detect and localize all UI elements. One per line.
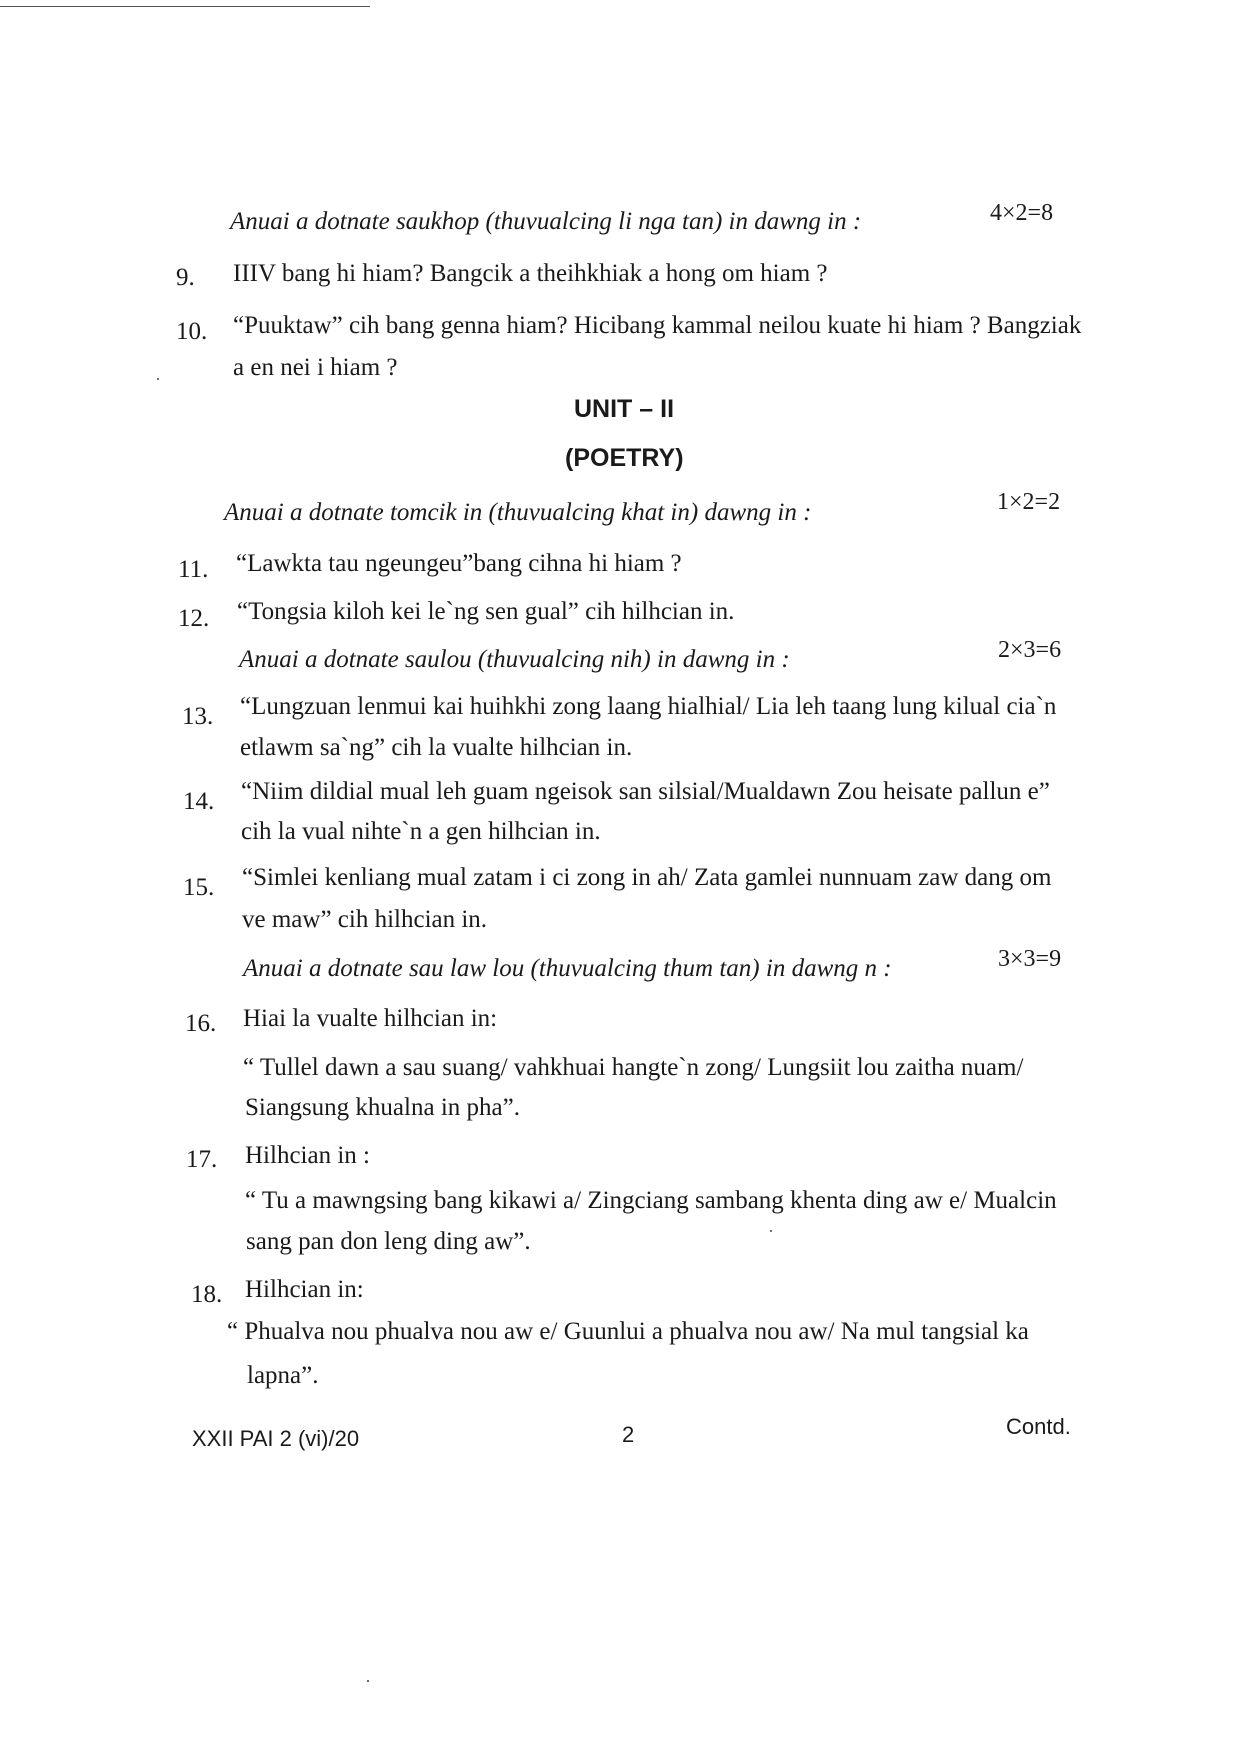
question-10-number: 10. [176, 318, 208, 345]
page-number: 2 [622, 1422, 635, 1447]
question-12-number: 12. [178, 605, 210, 632]
question-11-text: “Lawkta tau ngeungeu”bang cihna hi hiam ? [236, 550, 682, 577]
section1-instruction: Anuai a dotnate saukhop (thuvualcing li nga tan) in dawng in : [230, 208, 862, 235]
question-14-number: 14. [183, 788, 215, 815]
question-15-number: 15. [183, 874, 215, 901]
question-13-text-line1: “Lungzuan lenmui kai huihkhi zong laang hialhial/ Lia leh taang lung kilual cia`n [240, 693, 1057, 720]
question-18-prompt: Hilhcian in: [245, 1276, 364, 1303]
scan-speck [770, 1230, 772, 1232]
question-17-prompt: Hilhcian in : [245, 1142, 370, 1169]
section3-marks: 2×3=6 [998, 637, 1062, 663]
footer-code: XXII PAI 2 (vi)/20 [192, 1426, 360, 1451]
question-9-text: IIIV bang hi hiam? Bangcik a theihkhiak a hong om hiam ? [233, 260, 828, 287]
question-18-quote-line1: “ Phualva nou phualva nou aw e/ Guunlui a phualva nou aw/ Na mul tangsial ka [227, 1318, 1029, 1345]
question-10-text-line1: “Puuktaw” cih bang genna hiam? Hicibang kammal neilou kuate hi hiam ? Bangziak [233, 312, 1082, 339]
section2-instruction: Anuai a dotnate tomcik in (thuvualcing khat in) dawng in : [224, 499, 812, 526]
question-15-text-line1: “Simlei kenliang mual zatam i ci zong in ah/ Zata gamlei nunnuam zaw dang om [242, 864, 1052, 891]
question-13-number: 13. [182, 703, 214, 730]
unit-title: UNIT – II [574, 395, 675, 423]
top-rule [0, 6, 370, 7]
scan-speck [157, 378, 159, 380]
question-12-text: “Tongsia kiloh kei le`ng sen gual” cih hilhcian in. [237, 598, 735, 625]
question-16-number: 16. [185, 1010, 217, 1037]
question-9-number: 9. [176, 264, 195, 291]
question-16-quote-line2: Siangsung khualna in pha”. [245, 1094, 520, 1121]
unit-subtitle: (POETRY) [565, 444, 684, 472]
section1-marks: 4×2=8 [990, 200, 1054, 226]
question-14-text-line2: cih la vual nihte`n a gen hilhcian in. [241, 818, 601, 845]
question-10-text-line2: a en nei i hiam ? [233, 354, 398, 381]
scan-speck [367, 1680, 369, 1682]
question-11-number: 11. [178, 556, 209, 583]
section4-instruction: Anuai a dotnate sau law lou (thuvualcing thum tan) in dawng n : [243, 955, 892, 982]
footer-contd: Contd. [1006, 1414, 1071, 1439]
question-15-text-line2: ve maw” cih hilhcian in. [242, 906, 488, 933]
question-18-number: 18. [191, 1281, 223, 1308]
question-16-prompt: Hiai la vualte hilhcian in: [243, 1005, 498, 1032]
section3-instruction: Anuai a dotnate saulou (thuvualcing nih) in dawng in : [239, 646, 790, 673]
question-13-text-line2: etlawm sa`ng” cih la vualte hilhcian in. [240, 734, 633, 761]
question-16-quote-line1: “ Tullel dawn a sau suang/ vahkhuai hangte`n zong/ Lungsiit lou zaitha nuam/ [243, 1054, 1024, 1081]
question-17-quote-line1: “ Tu a mawngsing bang kikawi a/ Zingciang sambang khenta ding aw e/ Mualcin [245, 1187, 1057, 1214]
section4-marks: 3×3=9 [998, 946, 1062, 972]
question-17-quote-line2: sang pan don leng ding aw”. [246, 1228, 531, 1255]
question-17-number: 17. [186, 1146, 218, 1173]
question-18-quote-line2: lapna”. [247, 1362, 319, 1389]
section2-marks: 1×2=2 [997, 489, 1061, 515]
question-14-text-line1: “Niim dildial mual leh guam ngeisok san silsial/Mualdawn Zou heisate pallun e” [241, 778, 1050, 805]
